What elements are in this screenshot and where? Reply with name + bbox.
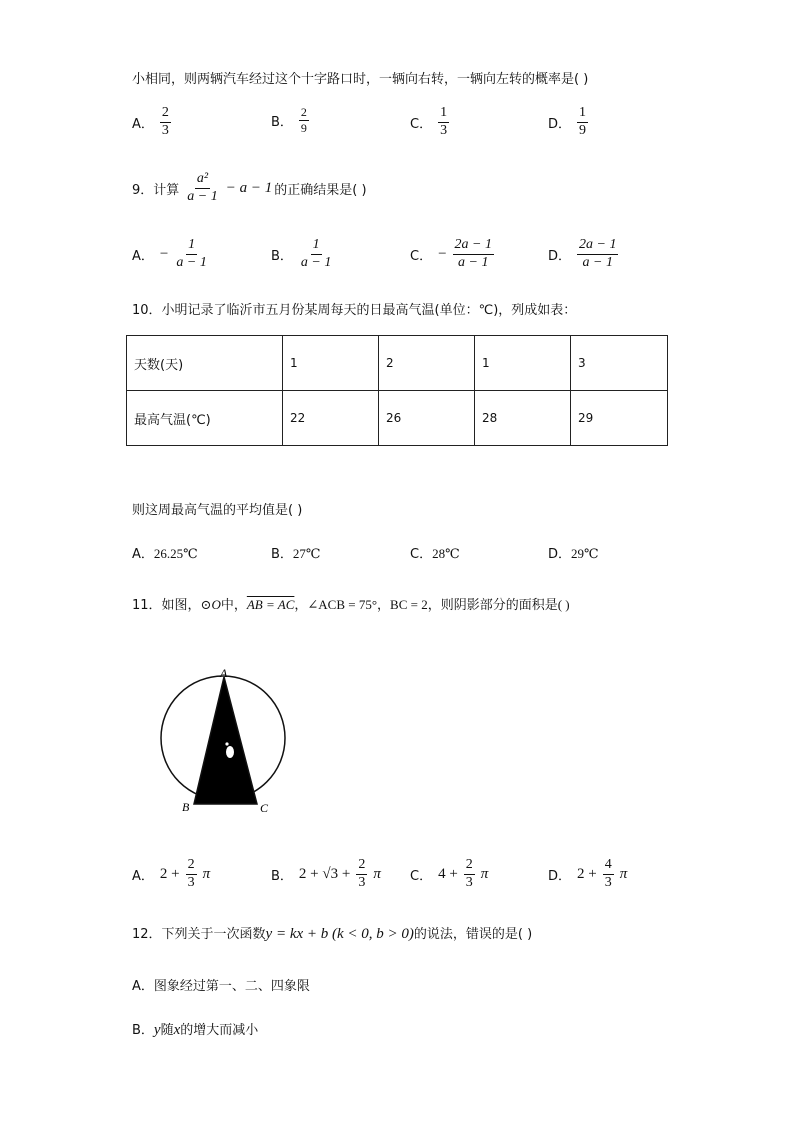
option-label: B． (271, 114, 293, 130)
fraction: $\frac{1}{3}$ (440, 105, 448, 138)
pi: π (480, 865, 489, 882)
q12-option-a[interactable]: A．图象经过第一、二、四象限 (132, 979, 310, 994)
q12-suffix: 的说法，错误的是( ) (413, 927, 533, 942)
table-cell: 28 (475, 391, 571, 446)
label-a: A (220, 666, 228, 680)
table-cell: 22 (283, 391, 379, 446)
option-text: 28℃ (432, 546, 460, 561)
fraction: $\frac{2}{3}$ (358, 857, 366, 890)
q12-stem (132, 923, 532, 943)
option-label: D． (548, 248, 572, 264)
q11-option-c[interactable] (410, 858, 488, 890)
sign: − (438, 245, 447, 262)
table-cell: 2 (379, 336, 475, 391)
q10-option-b[interactable] (271, 543, 320, 562)
table-cell: 最高气温(℃) (127, 391, 283, 446)
table-cell: 天数(天) (127, 336, 283, 391)
q12-formula: y = kx + b (k < 0, b > 0) (265, 926, 414, 942)
q11-prefix: 11．如图， (132, 598, 201, 613)
q12-prefix: 12．下列关于一次函数 (132, 927, 266, 942)
label-c: C (260, 801, 269, 815)
q8-option-c[interactable] (410, 106, 449, 138)
option-label: D． (548, 868, 572, 884)
table-cell: 26 (379, 391, 475, 446)
option-label: C． (410, 248, 433, 264)
fraction: $\frac{2a - 1}{a - 1}$ (454, 237, 492, 270)
q9-stem (132, 172, 367, 204)
q9-option-a[interactable] (132, 238, 209, 270)
q11-mid: 中， (220, 598, 247, 613)
fraction: $\frac{4}{3}$ (604, 857, 612, 890)
pi: π (373, 865, 381, 882)
fraction: $\frac{2}{3}$ (465, 857, 473, 890)
option-text: 27℃ (292, 546, 321, 561)
table-row (127, 391, 668, 446)
option-text: 随 (160, 1023, 174, 1038)
circle-symbol: ⊙O (200, 597, 221, 612)
fraction: $\frac{1}{9}$ (579, 105, 587, 138)
q9-suffix: 的正确结果是( ) (274, 182, 367, 198)
option-label: D． (548, 116, 572, 132)
q10-option-a[interactable] (132, 543, 198, 562)
label-b: B (182, 800, 190, 814)
option-label: C． (410, 116, 433, 132)
fraction: $\frac{2}{9}$ (300, 105, 307, 135)
q11-option-a[interactable] (132, 858, 210, 890)
q9-fraction: $\frac{\text{a²}}{a - 1}$ (187, 171, 218, 204)
option-label: C． (410, 547, 433, 562)
q9-option-d[interactable] (548, 238, 618, 270)
q10-option-c[interactable] (410, 543, 460, 562)
q9-option-b[interactable] (271, 238, 333, 270)
option-text: 26.25℃ (153, 546, 198, 561)
circle-figure (158, 664, 288, 816)
lead: 4 + (438, 865, 458, 882)
table-cell: 1 (283, 336, 379, 391)
option-text: 的增大而减小 (180, 1023, 259, 1038)
var-x: x (173, 1022, 181, 1038)
q9-option-c[interactable] (410, 238, 494, 270)
sign: − (159, 245, 169, 262)
option-label: B． (271, 868, 293, 884)
q9-prefix: 9．计算 (132, 182, 180, 198)
temperature-table (126, 335, 668, 446)
q9-rest: − a − 1 (225, 179, 273, 196)
fraction: $\frac{2}{3}$ (161, 105, 169, 138)
option-label: C． (410, 868, 433, 884)
q11-option-d[interactable] (548, 858, 627, 890)
option-label: A． (132, 116, 154, 132)
fraction: $\frac{1}{a - 1}$ (300, 237, 332, 270)
table-cell: 1 (475, 336, 571, 391)
q8-option-a[interactable] (132, 106, 171, 138)
option-label: B． (271, 248, 293, 264)
option-label: D． (548, 547, 572, 562)
q10-stem: 10．小明记录了临沂市五月份某周每天的日最高气温(单位：℃)，列成如表： (132, 303, 577, 318)
option-label: A． (132, 248, 154, 264)
option-label: A． (132, 868, 154, 884)
table-cell: 3 (571, 336, 668, 391)
shaded-triangle (194, 677, 257, 804)
center-mark (226, 746, 234, 758)
center-point (225, 742, 228, 745)
table-cell: 29 (571, 391, 668, 446)
option-label: B． (271, 547, 293, 562)
pi: π (202, 865, 211, 882)
q10-option-d[interactable] (548, 543, 599, 562)
lead: 2 + (159, 865, 180, 882)
q12-option-b[interactable] (132, 1019, 258, 1039)
q8-stem: 小相同，则两辆汽车经过这个十字路口时，一辆向右转，一辆向左转的概率是( ) (132, 72, 589, 87)
option-label: A． (132, 547, 154, 562)
option-text: 29℃ (571, 546, 599, 561)
q11-stem (132, 594, 570, 613)
q8-option-b[interactable] (271, 106, 309, 134)
q8-option-d[interactable] (548, 106, 588, 138)
arc-equality: AB = AC (246, 597, 295, 612)
option-label: B． (132, 1023, 154, 1038)
lead: 2 + (577, 865, 597, 882)
pi: π (619, 865, 628, 882)
var-y: y (153, 1022, 161, 1038)
q11-option-b[interactable] (271, 858, 381, 890)
lead: 2 + √3 + (298, 865, 351, 882)
q11-condition: ，∠ACB = 75°，BC = 2，则阴影部分的面积是( ) (294, 597, 570, 612)
fraction: $\frac{2a - 1}{a - 1}$ (579, 237, 617, 270)
q10-question: 则这周最高气温的平均值是( ) (132, 503, 303, 518)
fraction: $\frac{1}{a - 1}$ (176, 237, 207, 270)
fraction: $\frac{2}{3}$ (187, 857, 195, 890)
table-row (127, 336, 668, 391)
